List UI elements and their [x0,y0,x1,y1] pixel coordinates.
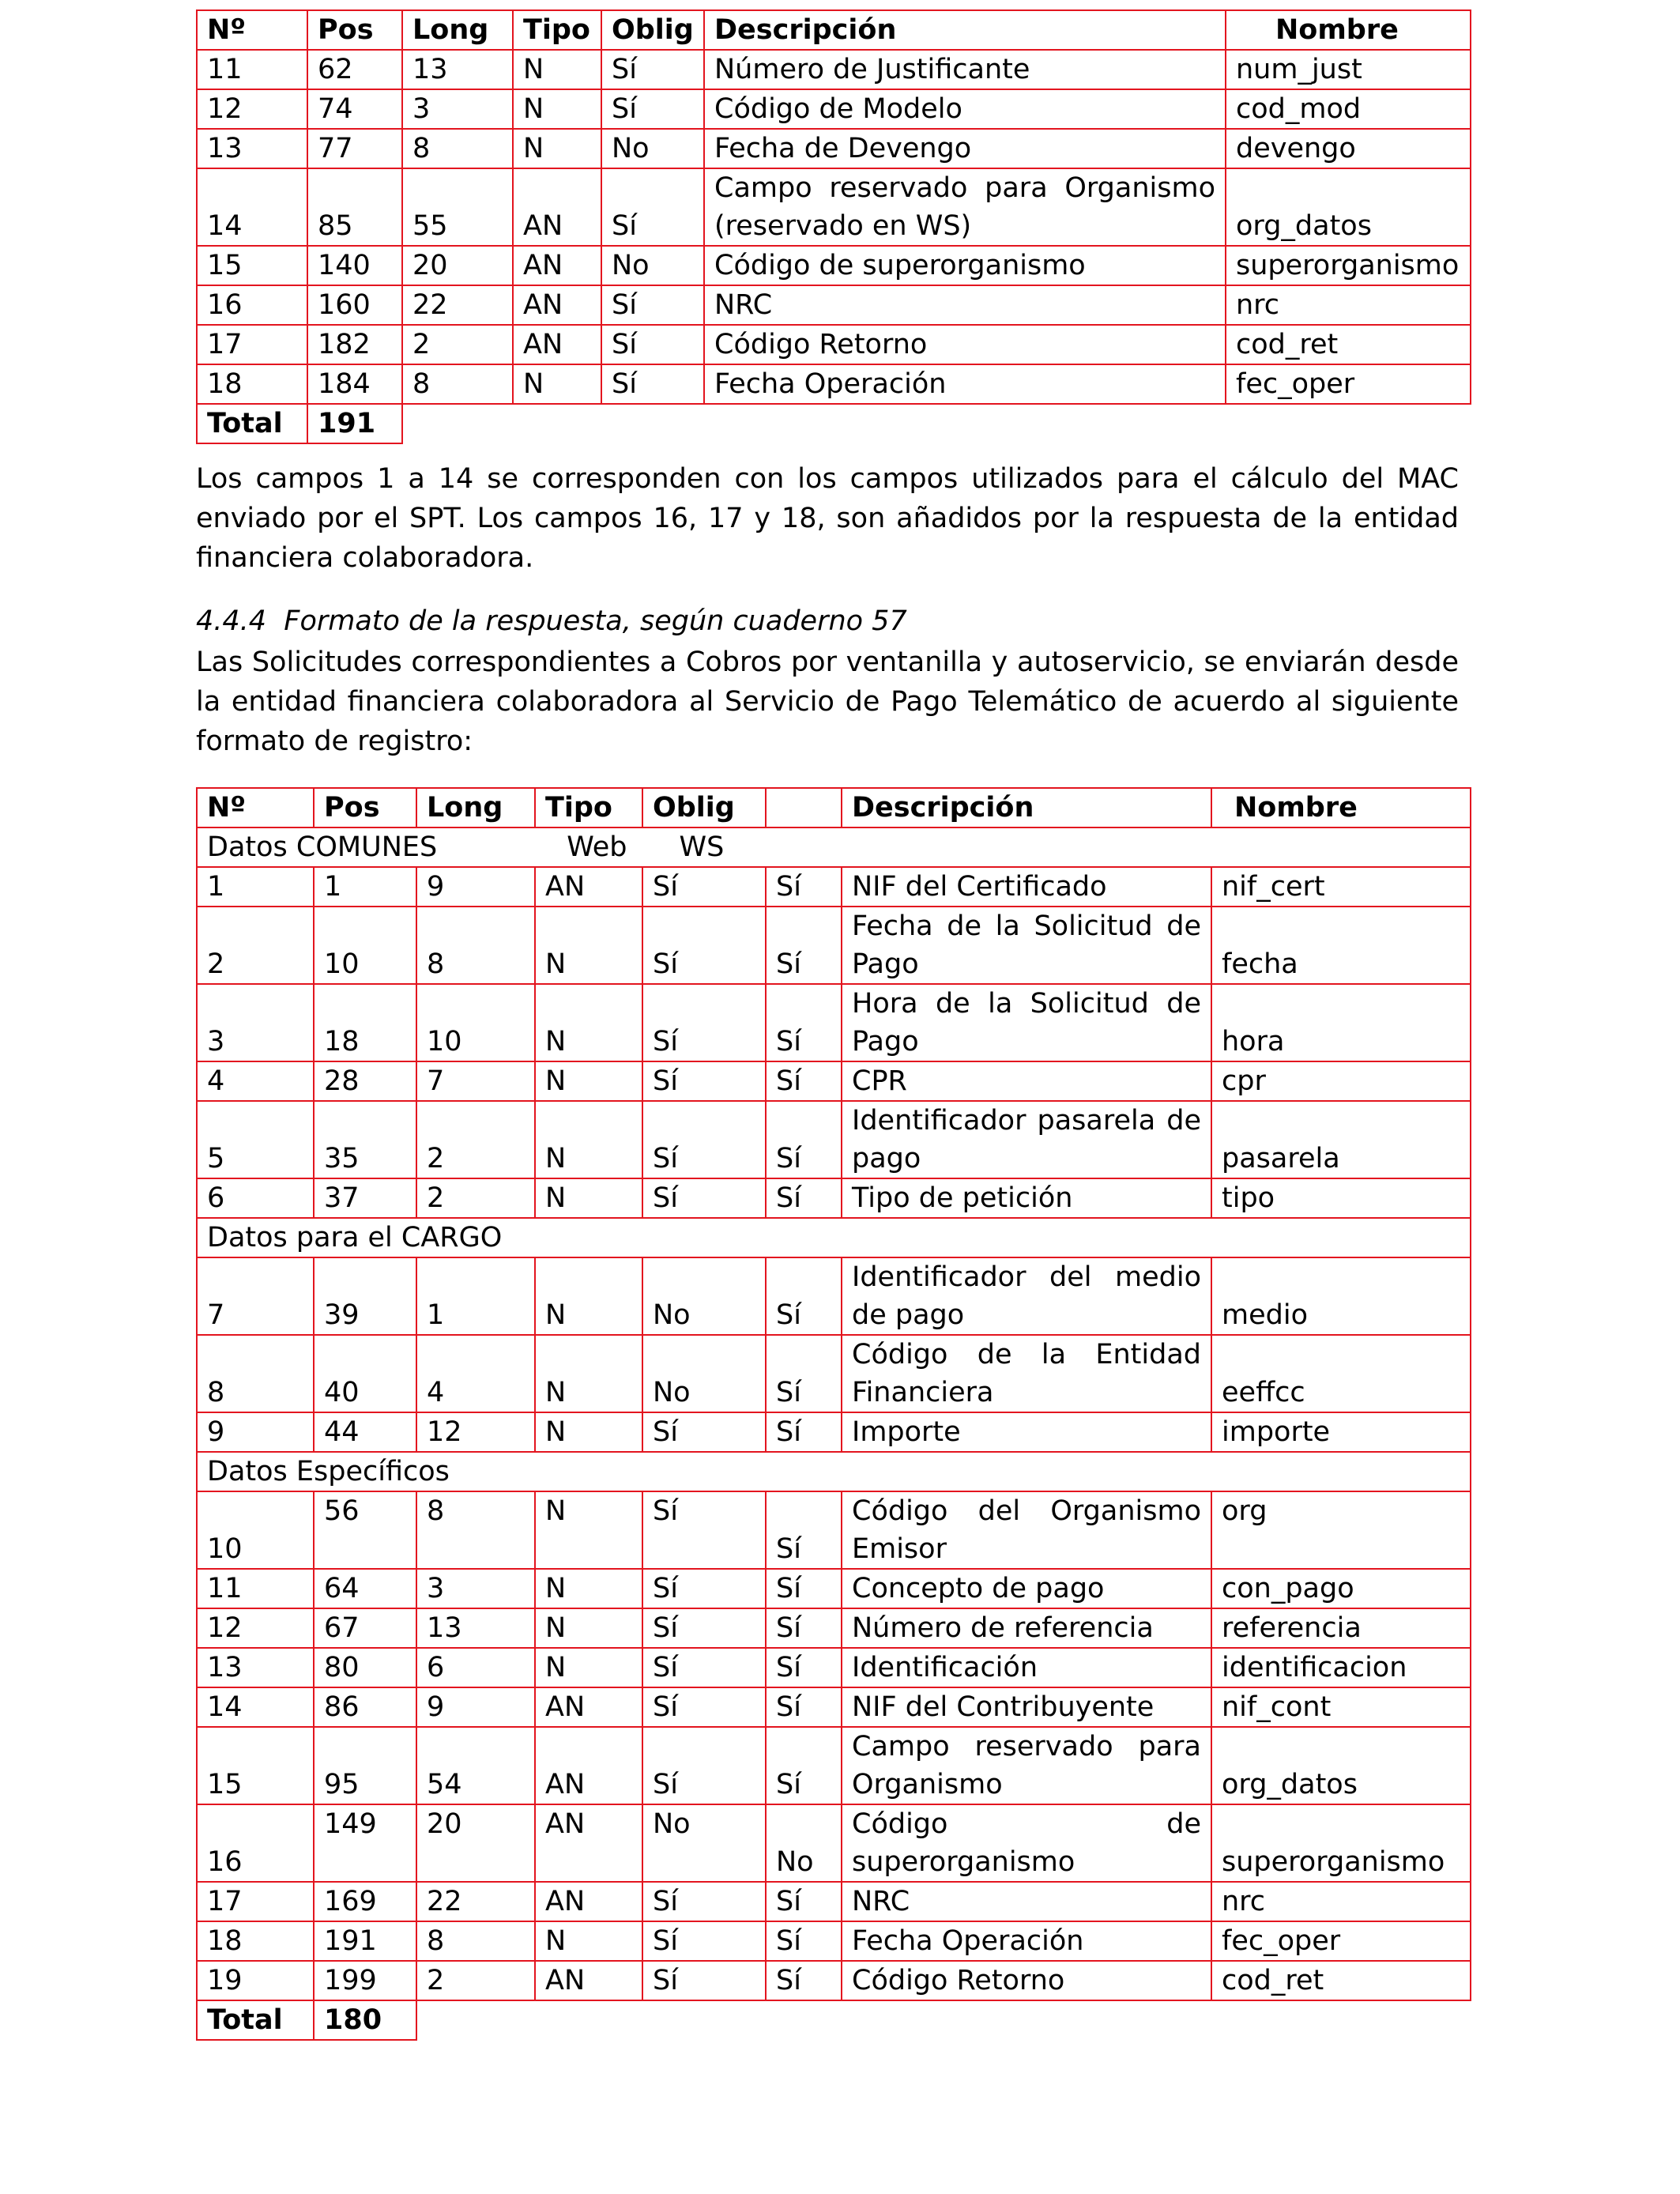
cell-web: Sí [766,1608,842,1648]
cell-nombre: org_datos [1226,168,1471,246]
cell-no: 16 [197,1804,314,1882]
cell-nombre: nrc [1226,285,1471,325]
table-total-row [197,2000,1471,2040]
cell-descripcion: Identificador pasarela de pago [842,1101,1211,1178]
cell-pos: 62 [307,50,402,89]
cell-no: 6 [197,1178,314,1218]
cell-long: 20 [416,1804,535,1882]
table-row [197,867,1471,907]
cell-pos: 35 [314,1101,416,1178]
table-row [197,1569,1471,1608]
table-row [197,50,1471,89]
cell-pos: 74 [307,89,402,129]
header-blank [766,788,842,827]
header-oblig: Oblig [601,10,704,50]
cell-pos: 182 [307,325,402,364]
table-row [197,1412,1471,1452]
cell-long: 12 [416,1412,535,1452]
cell-nombre: importe [1211,1412,1471,1452]
cell-web: Sí [766,1491,842,1569]
section-row-comunes [197,827,1471,867]
table-row [197,325,1471,364]
cell-no: 5 [197,1101,314,1178]
cell-descripcion: NRC [842,1882,1211,1921]
cell-nombre: eeffcc [1211,1335,1471,1412]
table-row [197,1804,1471,1882]
cell-pos: 67 [314,1608,416,1648]
section-heading: 4.4.4 Formato de la respuesta, según cuaderno 57 [196,605,907,637]
table-header-row [197,788,1471,827]
cell-descripcion: Código de la Entidad Financiera [842,1335,1211,1412]
cell-web: Sí [766,1061,842,1101]
cell-oblig: Sí [642,1569,766,1608]
cell-tipo: N [535,1061,642,1101]
empty-cell [416,2000,1471,2040]
cell-no: 2 [197,907,314,984]
cell-pos: 44 [314,1412,416,1452]
cell-long: 4 [416,1335,535,1412]
cell-tipo: AN [535,1882,642,1921]
cell-tipo: N [535,1178,642,1218]
cell-no: 12 [197,1608,314,1648]
cell-long: 13 [416,1608,535,1648]
table-row [197,285,1471,325]
cell-no: 14 [197,168,307,246]
cell-pos: 169 [314,1882,416,1921]
cell-descripcion: Hora de la Solicitud de Pago [842,984,1211,1061]
cell-no: 15 [197,246,307,285]
table-row [197,1061,1471,1101]
cell-pos: 37 [314,1178,416,1218]
cell-no: 8 [197,1335,314,1412]
table-row [197,1921,1471,1961]
cell-no: 11 [197,1569,314,1608]
cell-nombre: fec_oper [1211,1921,1471,1961]
table-row [197,1257,1471,1335]
cell-tipo: N [513,50,601,89]
cell-tipo: AN [535,1687,642,1727]
cell-descripcion: Número de referencia [842,1608,1211,1648]
cell-long: 55 [402,168,513,246]
cell-descripcion: Tipo de petición [842,1178,1211,1218]
table-total-row [197,404,1471,443]
cell-oblig: No [601,129,704,168]
cell-nombre: fec_oper [1226,364,1471,404]
cell-pos: 191 [314,1921,416,1961]
header-nombre: Nombre [1211,788,1471,827]
cell-oblig: Sí [642,1101,766,1178]
table-header-row [197,10,1471,50]
cell-oblig: Sí [601,285,704,325]
total-label: Total [197,2000,314,2040]
cell-pos: 95 [314,1727,416,1804]
cell-descripcion: Código Retorno [704,325,1226,364]
cell-descripcion: NIF del Certificado [842,867,1211,907]
cell-pos: 56 [314,1491,416,1569]
cell-no: 13 [197,1648,314,1687]
header-nombre: Nombre [1226,10,1471,50]
cell-oblig: Sí [642,1608,766,1648]
cell-tipo: AN [535,1961,642,2000]
table-row [197,1961,1471,2000]
cell-web: Sí [766,1101,842,1178]
cell-tipo: AN [513,285,601,325]
cell-pos: 149 [314,1804,416,1882]
paragraph-solicitudes: Las Solicitudes correspondientes a Cobros por ventanilla y autoservicio, se enviarán desde la entidad financiera colaboradora al Servicio de Pago Telemático de acuerdo al siguiente formato de registro: [196,647,1459,757]
cell-long: 13 [402,50,513,89]
header-no: Nº [197,10,307,50]
cell-oblig: Sí [642,867,766,907]
cell-nombre: identificacion [1211,1648,1471,1687]
cell-nombre: cod_mod [1226,89,1471,129]
cell-long: 8 [402,364,513,404]
cell-nombre: tipo [1211,1178,1471,1218]
cell-descripcion: Código Retorno [842,1961,1211,2000]
cell-pos: 160 [307,285,402,325]
cell-pos: 1 [314,867,416,907]
cell-oblig: Sí [601,168,704,246]
cell-nombre: nif_cert [1211,867,1471,907]
cell-oblig: No [642,1804,766,1882]
cell-long: 2 [416,1101,535,1178]
cell-tipo: AN [513,246,601,285]
cell-tipo: N [535,907,642,984]
cell-web: Sí [766,1648,842,1687]
cell-nombre: referencia [1211,1608,1471,1648]
table-row [197,1727,1471,1804]
header-tipo: Tipo [513,10,601,50]
cell-descripcion: Identificador del medio de pago [842,1257,1211,1335]
table-row [197,1608,1471,1648]
header-pos: Pos [314,788,416,827]
cell-tipo: N [513,364,601,404]
cell-descripcion: Campo reservado para Organismo [842,1727,1211,1804]
cell-long: 2 [416,1961,535,2000]
cell-tipo: N [535,1491,642,1569]
cell-long: 6 [416,1648,535,1687]
cell-no: 16 [197,285,307,325]
section-row-especificos-label: Datos Específicos [197,1452,1471,1491]
cell-nombre: superorganismo [1211,1804,1471,1882]
empty-cell [402,404,1471,443]
cell-tipo: N [535,1648,642,1687]
cell-no: 15 [197,1727,314,1804]
cell-pos: 80 [314,1648,416,1687]
table-row [197,984,1471,1061]
cell-no: 9 [197,1412,314,1452]
cell-descripcion: Fecha de la Solicitud de Pago [842,907,1211,984]
cell-nombre: devengo [1226,129,1471,168]
cell-nombre: nrc [1211,1882,1471,1921]
cell-descripcion: NRC [704,285,1226,325]
cell-descripcion: Importe [842,1412,1211,1452]
section-comunes-cell [197,827,1471,867]
cell-long: 20 [402,246,513,285]
cell-tipo: N [513,129,601,168]
cell-nombre: pasarela [1211,1101,1471,1178]
cell-no: 12 [197,89,307,129]
header-long: Long [416,788,535,827]
cell-no: 3 [197,984,314,1061]
cell-pos: 40 [314,1335,416,1412]
cell-oblig: Sí [642,1687,766,1727]
table-row [197,168,1471,246]
cell-no: 1 [197,867,314,907]
table-row [197,1491,1471,1569]
cell-pos: 64 [314,1569,416,1608]
cell-long: 10 [416,984,535,1061]
cell-long: 8 [402,129,513,168]
cell-pos: 28 [314,1061,416,1101]
cell-oblig: Sí [642,984,766,1061]
cell-web: Sí [766,1727,842,1804]
section-comunes-ws: WS [679,831,725,863]
cell-nombre: cod_ret [1211,1961,1471,2000]
cell-web: Sí [766,1687,842,1727]
cell-web: No [766,1804,842,1882]
cell-nombre: fecha [1211,907,1471,984]
cell-no: 19 [197,1961,314,2000]
cell-oblig: Sí [642,1727,766,1804]
cell-pos: 39 [314,1257,416,1335]
cell-tipo: N [535,984,642,1061]
table-row [197,364,1471,404]
header-descripcion: Descripción [842,788,1211,827]
cell-nombre: hora [1211,984,1471,1061]
fields-table-1 [196,9,1471,444]
cell-tipo: N [513,89,601,129]
table-row [197,1687,1471,1727]
cell-oblig: Sí [642,1648,766,1687]
cell-oblig: Sí [642,1882,766,1921]
cell-nombre: nif_cont [1211,1687,1471,1727]
cell-oblig: Sí [642,1412,766,1452]
cell-nombre: con_pago [1211,1569,1471,1608]
section-row-cargo [197,1218,1471,1257]
cell-long: 7 [416,1061,535,1101]
cell-tipo: AN [513,325,601,364]
cell-tipo: N [535,1608,642,1648]
cell-oblig: No [601,246,704,285]
cell-no: 14 [197,1687,314,1727]
cell-descripcion: Código de Modelo [704,89,1226,129]
header-tipo: Tipo [535,788,642,827]
cell-oblig: Sí [642,1961,766,2000]
cell-nombre: cpr [1211,1061,1471,1101]
cell-oblig: Sí [642,907,766,984]
cell-no: 7 [197,1257,314,1335]
cell-long: 9 [416,1687,535,1727]
table-row [197,1335,1471,1412]
table-row [197,1178,1471,1218]
cell-descripcion: Campo reservado para Organismo (reservado en WS) [704,168,1226,246]
cell-tipo: AN [513,168,601,246]
cell-oblig: Sí [601,364,704,404]
cell-web: Sí [766,1569,842,1608]
cell-oblig: Sí [601,325,704,364]
header-no: Nº [197,788,314,827]
header-pos: Pos [307,10,402,50]
cell-tipo: N [535,1257,642,1335]
cell-nombre: medio [1211,1257,1471,1335]
cell-pos: 86 [314,1687,416,1727]
cell-no: 18 [197,1921,314,1961]
cell-no: 11 [197,50,307,89]
cell-nombre: org_datos [1211,1727,1471,1804]
cell-oblig: No [642,1335,766,1412]
table-row [197,1101,1471,1178]
cell-no: 4 [197,1061,314,1101]
cell-long: 22 [402,285,513,325]
cell-web: Sí [766,907,842,984]
header-descripcion: Descripción [704,10,1226,50]
cell-descripcion: NIF del Contribuyente [842,1687,1211,1727]
cell-long: 9 [416,867,535,907]
cell-no: 13 [197,129,307,168]
cell-pos: 140 [307,246,402,285]
cell-long: 1 [416,1257,535,1335]
cell-long: 22 [416,1882,535,1921]
cell-pos: 85 [307,168,402,246]
cell-descripcion: Fecha Operación [842,1921,1211,1961]
cell-tipo: N [535,1412,642,1452]
table-row [197,246,1471,285]
cell-tipo: AN [535,1727,642,1804]
cell-oblig: No [642,1257,766,1335]
cell-tipo: N [535,1335,642,1412]
cell-long: 2 [402,325,513,364]
cell-tipo: N [535,1569,642,1608]
cell-pos: 10 [314,907,416,984]
cell-tipo: AN [535,1804,642,1882]
cell-web: Sí [766,984,842,1061]
cell-no: 17 [197,1882,314,1921]
cell-long: 2 [416,1178,535,1218]
total-value: 191 [307,404,402,443]
cell-pos: 77 [307,129,402,168]
cell-oblig: Sí [642,1178,766,1218]
header-long: Long [402,10,513,50]
total-value: 180 [314,2000,416,2040]
total-label: Total [197,404,307,443]
cell-web: Sí [766,1257,842,1335]
cell-long: 3 [402,89,513,129]
cell-pos: 18 [314,984,416,1061]
table-row [197,907,1471,984]
cell-descripcion: Concepto de pago [842,1569,1211,1608]
cell-oblig: Sí [642,1491,766,1569]
paragraph-campos-mac: Los campos 1 a 14 se corresponden con los campos utilizados para el cálculo del MAC enviado por el SPT. Los campos 16, 17 y 18, son añadidos por la respuesta de la entidad financiera colaboradora. [196,463,1459,574]
cell-descripcion: Fecha de Devengo [704,129,1226,168]
cell-descripcion: Código del Organismo Emisor [842,1491,1211,1569]
cell-web: Sí [766,867,842,907]
section-row-especificos [197,1452,1471,1491]
cell-nombre: superorganismo [1226,246,1471,285]
cell-tipo: N [535,1101,642,1178]
cell-pos: 184 [307,364,402,404]
cell-long: 8 [416,1491,535,1569]
cell-oblig: Sí [601,89,704,129]
table-row [197,129,1471,168]
cell-oblig: Sí [642,1061,766,1101]
cell-long: 8 [416,907,535,984]
cell-descripcion: Código de superorganismo [842,1804,1211,1882]
cell-web: Sí [766,1335,842,1412]
cell-web: Sí [766,1412,842,1452]
cell-nombre: num_just [1226,50,1471,89]
cell-web: Sí [766,1178,842,1218]
fields-table-2 [196,787,1471,2041]
cell-descripcion: Número de Justificante [704,50,1226,89]
cell-web: Sí [766,1961,842,2000]
cell-pos: 199 [314,1961,416,2000]
table-row [197,89,1471,129]
cell-descripcion: Fecha Operación [704,364,1226,404]
cell-nombre: org [1211,1491,1471,1569]
cell-nombre: cod_ret [1226,325,1471,364]
cell-web: Sí [766,1921,842,1961]
cell-descripcion: Código de superorganismo [704,246,1226,285]
cell-web: Sí [766,1882,842,1921]
cell-long: 8 [416,1921,535,1961]
cell-no: 10 [197,1491,314,1569]
cell-tipo: N [535,1921,642,1961]
table-row [197,1648,1471,1687]
cell-oblig: Sí [642,1921,766,1961]
section-comunes-label: Datos COMUNES [207,831,438,863]
cell-long: 54 [416,1727,535,1804]
cell-tipo: AN [535,867,642,907]
table-row [197,1882,1471,1921]
section-row-cargo-label: Datos para el CARGO [197,1218,1471,1257]
cell-long: 3 [416,1569,535,1608]
cell-descripcion: CPR [842,1061,1211,1101]
section-comunes-web: Web [567,831,627,863]
header-oblig: Oblig [642,788,766,827]
cell-no: 18 [197,364,307,404]
cell-descripcion: Identificación [842,1648,1211,1687]
cell-no: 17 [197,325,307,364]
cell-oblig: Sí [601,50,704,89]
